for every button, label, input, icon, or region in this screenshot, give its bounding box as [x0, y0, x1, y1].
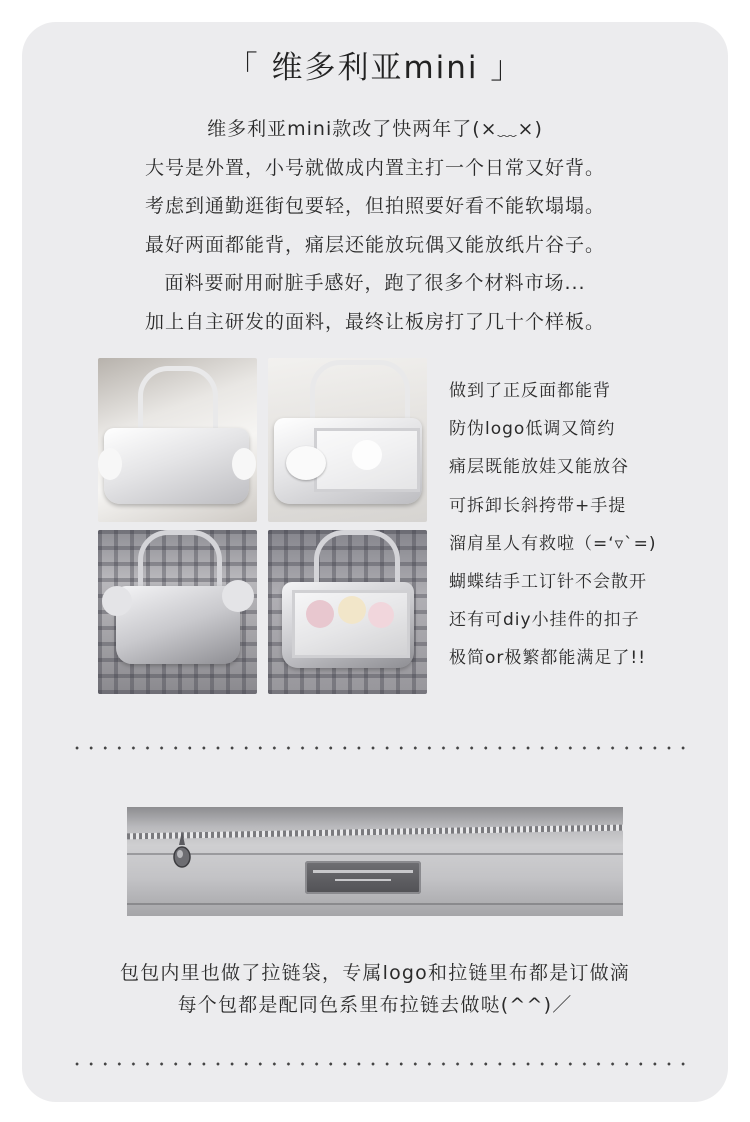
bag-strap: [138, 366, 218, 431]
description-line: 包包内里也做了拉链袋，专属logo和拉链里布都是订做滴: [120, 962, 630, 984]
bow-right: [232, 448, 256, 480]
zipper-track: [127, 825, 623, 840]
plush-toy: [286, 446, 326, 480]
bow-right: [222, 580, 254, 612]
plush-toy: [352, 440, 382, 470]
feature-item: 还有可diy小挂件的扣子: [449, 610, 640, 631]
feature-item: 溜肩星人有救啦（=‘▿`=): [449, 533, 657, 554]
bag-body: [104, 428, 249, 504]
pocket-seam: [127, 853, 623, 855]
intro-line: 加上自主研发的面料，最终让板房打了几十个样板。: [144, 310, 605, 333]
intro-line: 最好两面都能背，痛层还能放玩偶又能放纸片谷子。: [144, 233, 605, 256]
page-title: 「 维多利亚mini 」: [226, 50, 524, 86]
logo-label: [305, 861, 421, 894]
dotted-divider: [70, 746, 690, 750]
intro-line: 维多利亚mini款改了快两年了(×﹏×): [207, 118, 543, 140]
feature-item: 防伪logo低调又简约: [449, 419, 616, 440]
zipper-pull-icon: [171, 831, 193, 871]
intro-line: 考虑到通勤逛街包要轻，但拍照要好看不能软塌塌。: [144, 195, 605, 217]
feature-item: 蝴蝶结手工订针不会散开: [449, 572, 647, 593]
intro-text: [0, 110, 750, 341]
feature-list: [449, 372, 719, 678]
plush-toy: [338, 596, 366, 624]
feature-item: 极简or极繁都能满足了!!: [449, 648, 647, 669]
bow-left: [102, 586, 132, 616]
intro-line: 大号是外置，小号就做成内置主打一个日常又好背。: [144, 156, 605, 179]
pocket-seam: [127, 903, 623, 905]
product-photo-silver-bag-window: [268, 530, 427, 694]
feature-item: 可拆卸长斜挎带+手提: [449, 495, 627, 516]
interior-description: [0, 957, 750, 1021]
intro-line: 面料要耐用耐脏手感好，跑了很多个材料市场...: [164, 272, 586, 294]
bag-strap: [138, 530, 222, 591]
bag-strap: [310, 360, 410, 427]
product-photo-interior-zipper-pocket: [127, 807, 623, 916]
bow-left: [98, 448, 122, 480]
description-line: 每个包都是配同色系里布拉链去做哒(^^)／: [177, 994, 573, 1016]
plush-toy: [368, 602, 394, 628]
product-photo-white-bag-window: [268, 358, 427, 522]
product-photo-white-bag-front: [98, 358, 257, 522]
product-photo-silver-bag-front: [98, 530, 257, 694]
plush-toy: [306, 600, 334, 628]
feature-item: 做到了正反面都能背: [449, 381, 611, 401]
dotted-divider: [70, 1062, 690, 1066]
feature-item: 痛层既能放娃又能放谷: [449, 457, 629, 478]
